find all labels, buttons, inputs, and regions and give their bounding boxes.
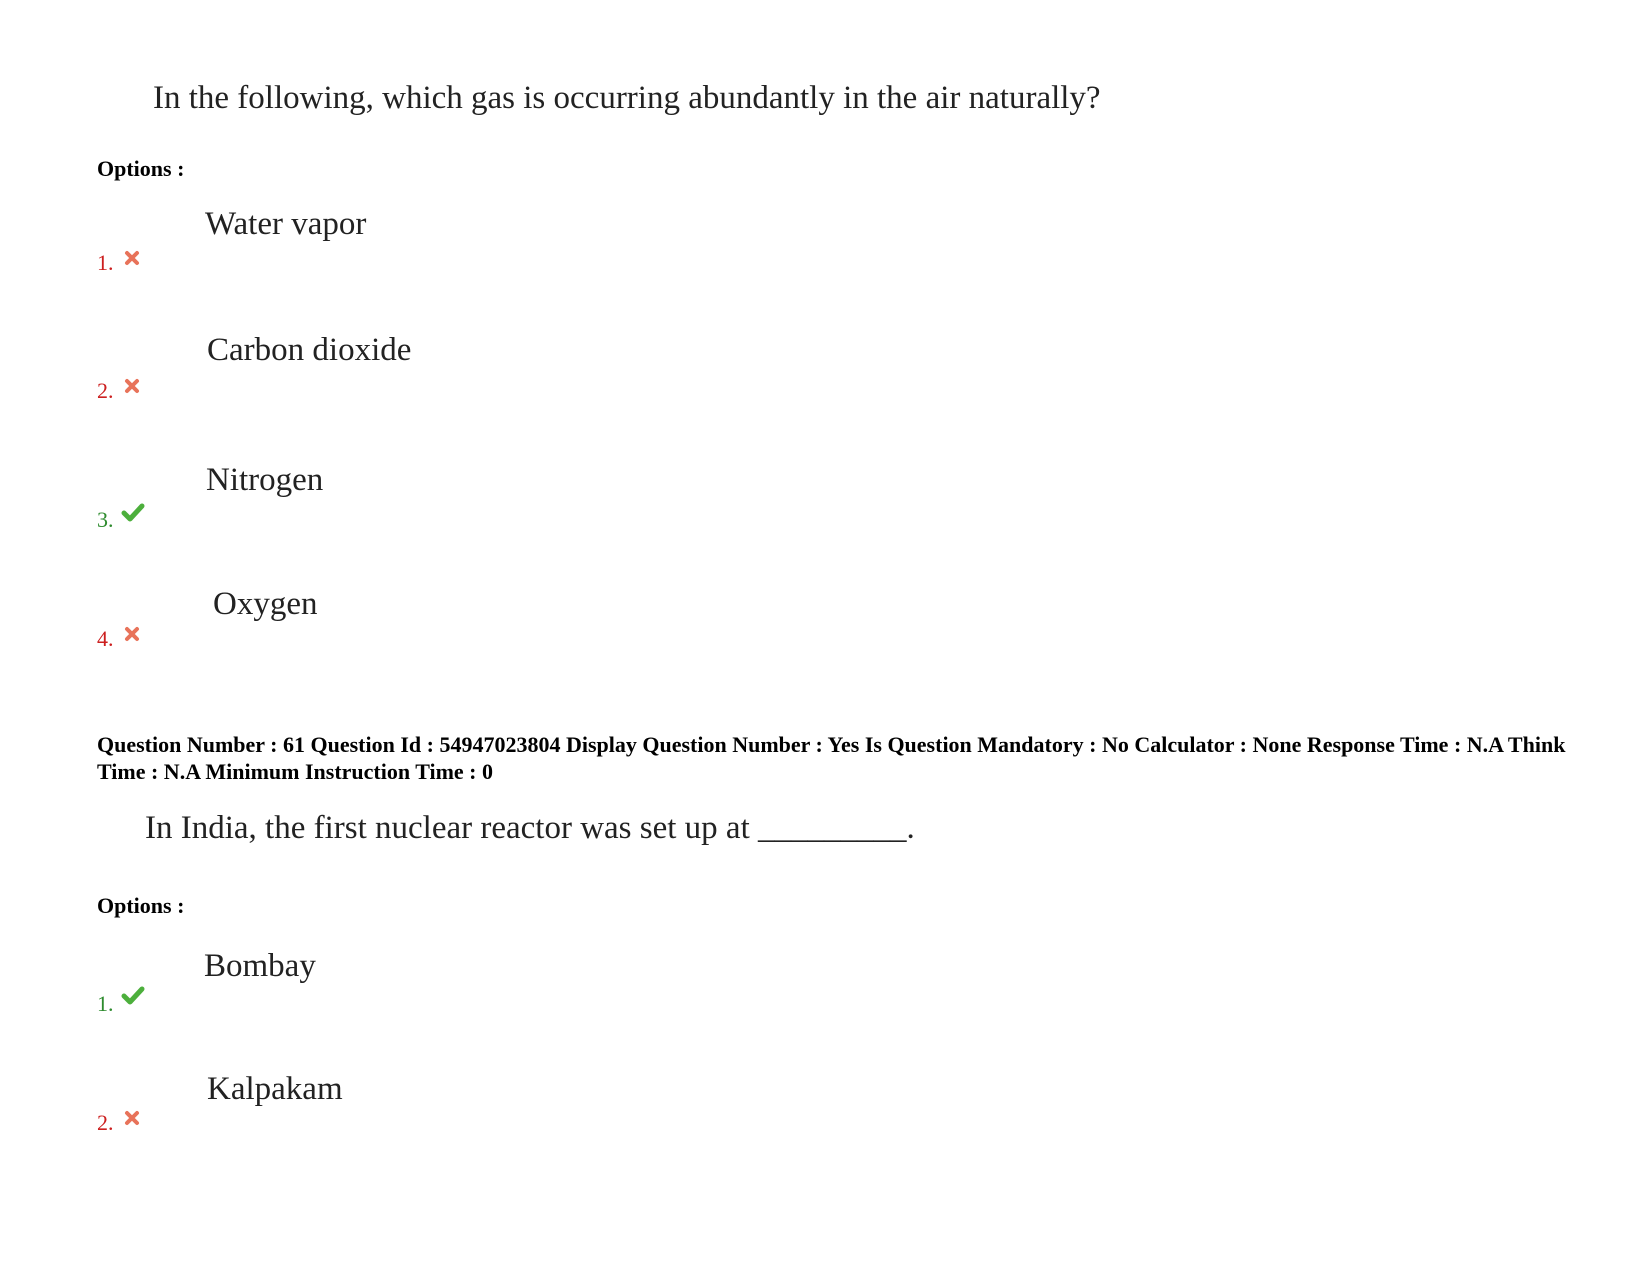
option-text: Bombay [204,948,316,984]
option-number: 1. [97,991,114,1016]
option-text: Kalpakam [207,1071,343,1107]
cross-icon [124,378,140,399]
options-label: Options : [97,156,185,181]
option-text: Water vapor [205,206,367,242]
check-icon [121,503,145,528]
option-text: Carbon dioxide [207,332,412,368]
question-text: In India, the first nuclear reactor was set up at _________. [145,810,915,846]
option-text: Oxygen [213,586,318,622]
cross-icon [124,250,140,271]
check-icon [121,986,145,1011]
cross-icon [124,1110,140,1131]
option-number: 3. [97,507,114,532]
option-text: Nitrogen [206,462,324,498]
cross-icon [124,626,140,647]
option-number: 4. [97,626,114,651]
option-number: 2. [97,378,114,403]
question-text: In the following, which gas is occurring abundantly in the air naturally? [153,80,1101,116]
question-metadata: Question Number : 61 Question Id : 54947023804 Display Question Number : Yes Is Question Mandatory : No Calculator : None Response Time : N.A Think Time : N.A Minimum Instruction Time : 0 [97,732,1566,784]
options-label: Options : [97,893,185,918]
option-number: 1. [97,250,114,275]
option-number: 2. [97,1110,114,1135]
